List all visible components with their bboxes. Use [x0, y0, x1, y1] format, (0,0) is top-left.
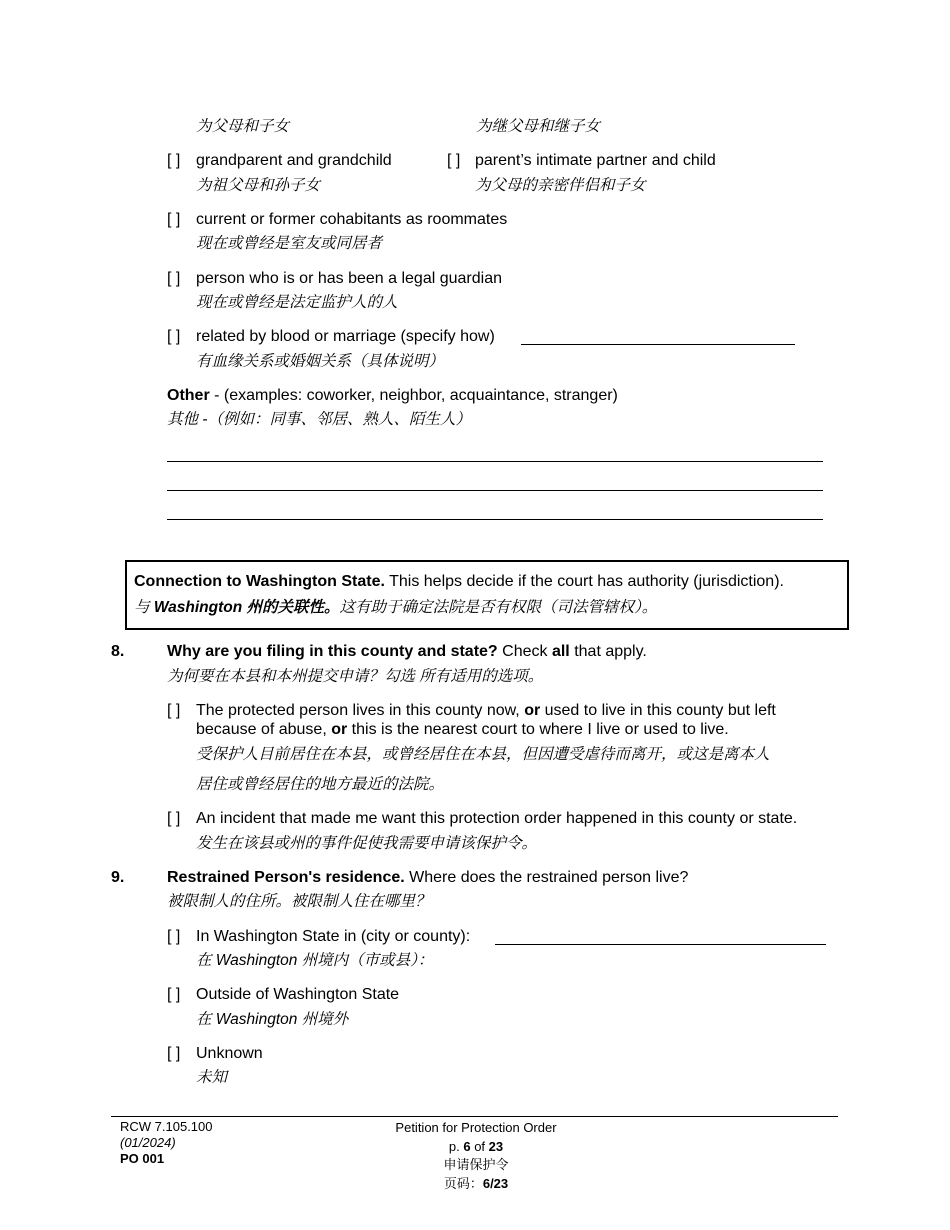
- question-8-heading: [167, 642, 647, 661]
- q8-opt1-line1-b: used to live in this county but left: [540, 702, 776, 719]
- footer-page-zh: [326, 1175, 626, 1192]
- footer-rcw: RCW 7.105.100: [120, 1119, 213, 1134]
- city-county-line[interactable]: [495, 944, 826, 945]
- grandparent-checkbox[interactable]: [ ]: [167, 152, 181, 169]
- blood-marriage-specify-line[interactable]: [521, 344, 795, 345]
- relationship-stepparent-zh: 为继父母和继子女: [476, 118, 601, 135]
- blood-marriage-label: related by blood or marriage (specify how): [196, 328, 495, 345]
- incident-location-label-zh: 发生在该县或州的事件促使我需要申请该保护令。: [196, 835, 538, 852]
- intimate-partner-label: parent’s intimate partner and child: [475, 152, 716, 169]
- connection-heading-bold: Connection to Washington State.: [134, 573, 385, 590]
- footer-page-total: 23: [488, 1139, 504, 1154]
- protected-person-county-checkbox[interactable]: [ ]: [167, 702, 181, 719]
- footer-page-current: 6: [463, 1139, 471, 1154]
- outside-washington-label-zh: 在 Washington 州境外: [196, 1011, 349, 1028]
- footer-page-of: of: [470, 1139, 489, 1154]
- connection-heading-rest: This helps decide if the court has authority (jurisdiction).: [384, 573, 784, 590]
- connection-zh-rest: 这有助于确定法院是否有权限（司法管辖权）。: [339, 599, 658, 616]
- q8-opt1-line2-a: because of abuse,: [196, 721, 332, 738]
- connection-heading-zh: [134, 598, 657, 617]
- q8-opt1-line2-b: this is the nearest court to where I live or used to live.: [347, 721, 729, 738]
- protected-person-county-zh-1: 受保护人目前居住在本县，或曾经居住在本县，但因遭受虐待而离开，或这是离本人: [196, 746, 770, 763]
- question-9-rest: Where does the restrained person live?: [404, 869, 689, 886]
- connection-zh-pre: 与: [134, 599, 154, 616]
- protected-person-county-line-1: [196, 701, 776, 720]
- footer-page-zh-prefix: 页码：: [443, 1176, 483, 1191]
- protected-person-county-zh-2: 居住或曾经居住的地方最近的法院。: [196, 776, 445, 793]
- other-line-2[interactable]: [167, 490, 823, 491]
- in-washington-label-zh: 在 Washington 州境内（市或县）：: [196, 952, 434, 969]
- intimate-partner-label-zh: 为父母的亲密伴侣和子女: [475, 177, 646, 194]
- unknown-residence-label-zh: 未知: [196, 1069, 228, 1086]
- grandparent-label: grandparent and grandchild: [196, 152, 392, 169]
- protected-person-county-line-2: [196, 720, 729, 739]
- incident-location-checkbox[interactable]: [ ]: [167, 810, 181, 827]
- other-label-zh: 其他 -（例如：同事、邻居、熟人、陌生人）: [167, 411, 471, 428]
- footer-date: (01/2024): [120, 1135, 176, 1150]
- in-washington-checkbox[interactable]: [ ]: [167, 928, 181, 945]
- q8-opt1-line1-a: The protected person lives in this county now,: [196, 702, 525, 719]
- footer-page-zh-value: 6/23: [482, 1176, 509, 1191]
- cohabitants-label: current or former cohabitants as roommates: [196, 211, 508, 228]
- footer-divider: [111, 1116, 838, 1117]
- footer-title-zh: 申请保护令: [443, 1157, 509, 1172]
- other-line-3[interactable]: [167, 519, 823, 520]
- connection-zh-bold: Washington 州的关联性。: [153, 599, 340, 616]
- footer-title: Petition for Protection Order: [395, 1120, 557, 1135]
- question-9-bold: Restrained Person's residence.: [167, 869, 405, 886]
- footer-page-number: [326, 1138, 626, 1155]
- cohabitants-label-zh: 现在或曾经是室友或同居者: [196, 235, 383, 252]
- guardian-label: person who is or has been a legal guardian: [196, 270, 502, 287]
- incident-location-label: An incident that made me want this protection order happened in this county or state.: [196, 810, 798, 827]
- guardian-label-zh: 现在或曾经是法定监护人的人: [196, 294, 398, 311]
- other-label: [167, 386, 618, 405]
- footer-page-prefix: p.: [448, 1139, 464, 1154]
- question-9-number: 9.: [111, 869, 125, 886]
- connection-heading: [134, 572, 784, 591]
- question-8-mid: Check: [497, 643, 552, 660]
- question-8-end: that apply.: [569, 643, 647, 660]
- question-8-bold: Why are you filing in this county and state?: [167, 643, 498, 660]
- in-washington-label: In Washington State in (city or county):: [196, 928, 471, 945]
- blood-marriage-label-zh: 有血缘关系或婚姻关系（具体说明）: [196, 353, 445, 370]
- outside-washington-label: Outside of Washington State: [196, 986, 400, 1003]
- q8-opt1-or-1: or: [524, 702, 541, 719]
- question-8-heading-zh: 为何要在本县和本州提交申请？勾选 所有适用的选项。: [167, 668, 544, 685]
- q8-opt1-or-2: or: [331, 721, 348, 738]
- other-label-bold: Other: [167, 387, 210, 404]
- other-line-1[interactable]: [167, 461, 823, 462]
- outside-washington-checkbox[interactable]: [ ]: [167, 986, 181, 1003]
- guardian-checkbox[interactable]: [ ]: [167, 270, 181, 287]
- question-8-all: all: [551, 643, 570, 660]
- cohabitants-checkbox[interactable]: [ ]: [167, 211, 181, 228]
- unknown-residence-label: Unknown: [196, 1045, 263, 1062]
- blood-marriage-checkbox[interactable]: [ ]: [167, 328, 181, 345]
- connection-section-box: [125, 560, 849, 630]
- footer-form-number: PO 001: [120, 1151, 165, 1166]
- other-label-rest: - (examples: coworker, neighbor, acquaintance, stranger): [209, 387, 618, 404]
- relationship-parent-child-zh: 为父母和子女: [196, 118, 290, 135]
- question-9-heading-zh: 被限制人的住所。被限制人住在哪里？: [167, 893, 431, 910]
- question-8-number: 8.: [111, 643, 125, 660]
- intimate-partner-checkbox[interactable]: [ ]: [447, 152, 461, 169]
- unknown-residence-checkbox[interactable]: [ ]: [167, 1045, 181, 1062]
- question-9-heading: [167, 868, 688, 887]
- grandparent-label-zh: 为祖父母和孙子女: [196, 177, 321, 194]
